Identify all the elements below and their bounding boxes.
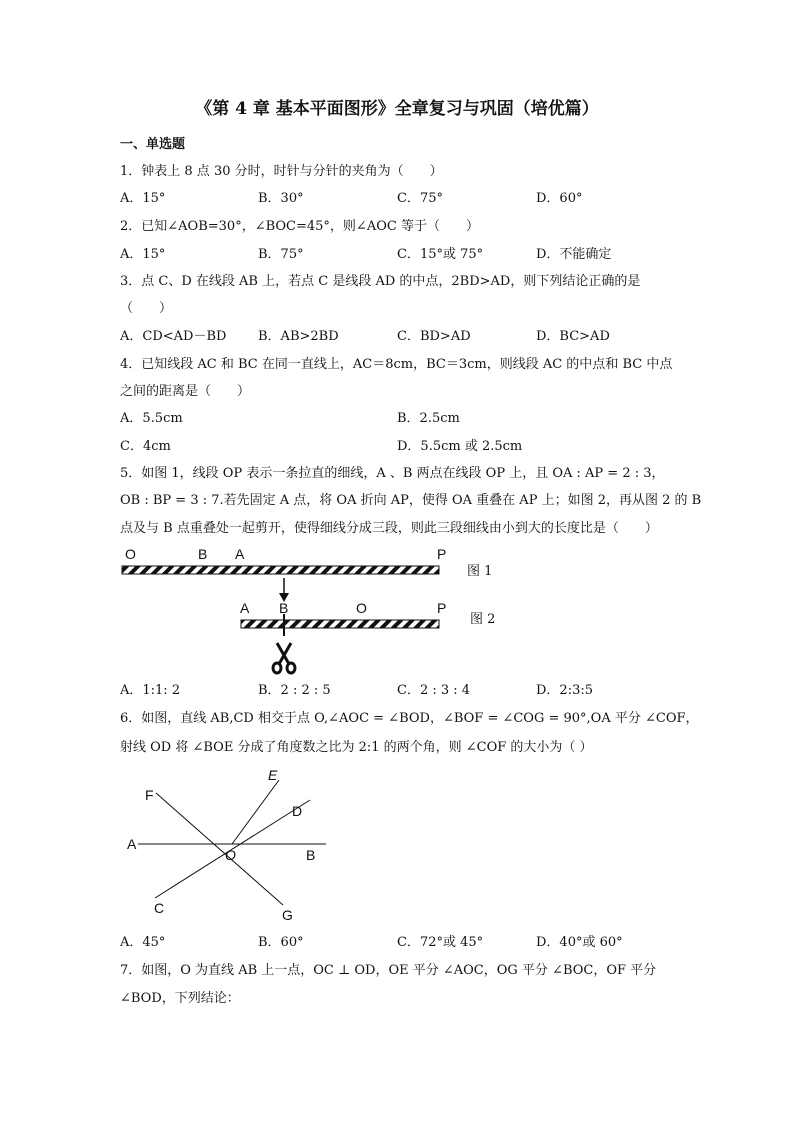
q3-option-d: D．BC>AD [536,329,610,344]
q5-option-a: A．1:1: 2 [120,683,181,698]
q5-option-d: D．2:3:5 [536,683,593,698]
q6-label-o: O [225,847,236,863]
page-title: 《第 4 章 基本平面图形》全章复习与巩固（培优篇） [195,99,599,119]
q6-label-d: D [292,803,303,819]
fig2-caption: 图 2 [470,612,496,627]
q3-option-c: C．BD>AD [397,329,471,344]
q2-option-a: A．15° [120,247,166,262]
fig2-label-p: P [437,600,447,616]
fig1-label-b: B [198,546,208,562]
q6-label-c: C [154,900,165,916]
question-4-stem-line2: 之间的距离是（ ） [120,384,251,399]
fig2-label-o: O [356,600,367,616]
fig2-label-b: B [279,600,289,616]
q4-option-a: A．5.5cm [120,411,183,426]
question-4-stem-line1: 4．已知线段 AC 和 BC 在同一直线上，AC＝8cm，BC＝3cm，则线段 AC 的中点和 BC 中点 [120,357,673,372]
question-5-stem-line1: 5．如图 1，线段 OP 表示一条拉直的细线，A 、B 两点在线段 OP 上，且 OA : AP = 2 : 3， [120,466,665,481]
fig1-label-o: O [125,546,136,562]
q5-option-b: B．2 : 2 : 5 [258,683,331,698]
q3-option-b: B．AB>2BD [258,329,339,344]
question-6-stem-line1: 6．如图，直线 AB,CD 相交于点 O,∠AOC = ∠BOD，∠BOF = ∠COG = 90°,OA 平分 ∠COF， [120,711,699,726]
q2-option-c: C．15°或 75° [397,247,484,262]
question-3-stem-line2: （ ） [120,301,173,316]
question-7-stem-line1: 7．如图，O 为直线 AB 上一点，OC ⊥ OD，OE 平分 ∠AOC，OG 平分 ∠BOC，OF 平分 [120,963,657,978]
fig1-label-a: A [235,546,245,562]
q6-option-d: D．40°或 60° [536,935,623,950]
q6-option-b: B．60° [258,935,304,950]
q6-label-b: B [306,847,316,863]
question-1-stem: 1．钟表上 8 点 30 分时，时针与分针的夹角为（ ） [120,164,443,179]
q5-option-c: C．2 : 3 : 4 [397,683,471,698]
q2-option-b: B．75° [258,247,304,262]
fig1-caption: 图 1 [467,564,493,579]
line-fg [156,793,283,905]
question-2-stem: 2．已知∠AOB=30°，∠BOC=45°，则∠AOC 等于（ ） [120,219,479,234]
q4-option-d: D．5.5cm 或 2.5cm [397,439,523,454]
q1-option-d: D．60° [536,191,583,206]
q6-label-a: A [127,836,137,852]
q1-option-b: B．30° [258,191,304,206]
fig1-label-p: P [437,546,447,562]
question-3-stem-line1: 3．点 C、D 在线段 AB 上，若点 C 是线段 AD 的中点，2BD>AD，则下列结论正确的是 [120,274,641,289]
q6-label-e: E [268,767,278,783]
q2-option-d: D．不能确定 [536,247,612,262]
fig2-label-a: A [240,600,250,616]
question-5-stem-line3: 点及与 B 点重叠处一起剪开，使得细线分成三段，则此三段细线由小到大的长度比是（ ） [120,521,658,536]
q6-label-f: F [145,787,154,803]
question-7-stem-line2: ∠BOD，下列结论： [120,991,240,1006]
q1-option-a: A．15° [120,191,166,206]
question-5-stem-line2: OB : BP = 3 : 7.若先固定 A 点，将 OA 折向 AP，使得 OA 重叠在 AP 上；如图 2，再从图 2 的 B [120,493,702,508]
q4-option-b: B．2.5cm [397,411,460,426]
question-6-stem-line2: 射线 OD 将 ∠BOE 分成了角度数之比为 2:1 的两个角，则 ∠COF 的大小为（ ） [120,740,593,755]
q1-option-c: C．75° [397,191,443,206]
q4-option-c: C．4cm [120,439,171,454]
q6-option-a: A．45° [120,935,166,950]
q6-label-g: G [282,907,293,923]
q3-option-a: A．CD<AD－BD [120,329,227,344]
q6-option-c: C．72°或 45° [397,935,484,950]
section-heading: 一、单选题 [120,137,186,152]
